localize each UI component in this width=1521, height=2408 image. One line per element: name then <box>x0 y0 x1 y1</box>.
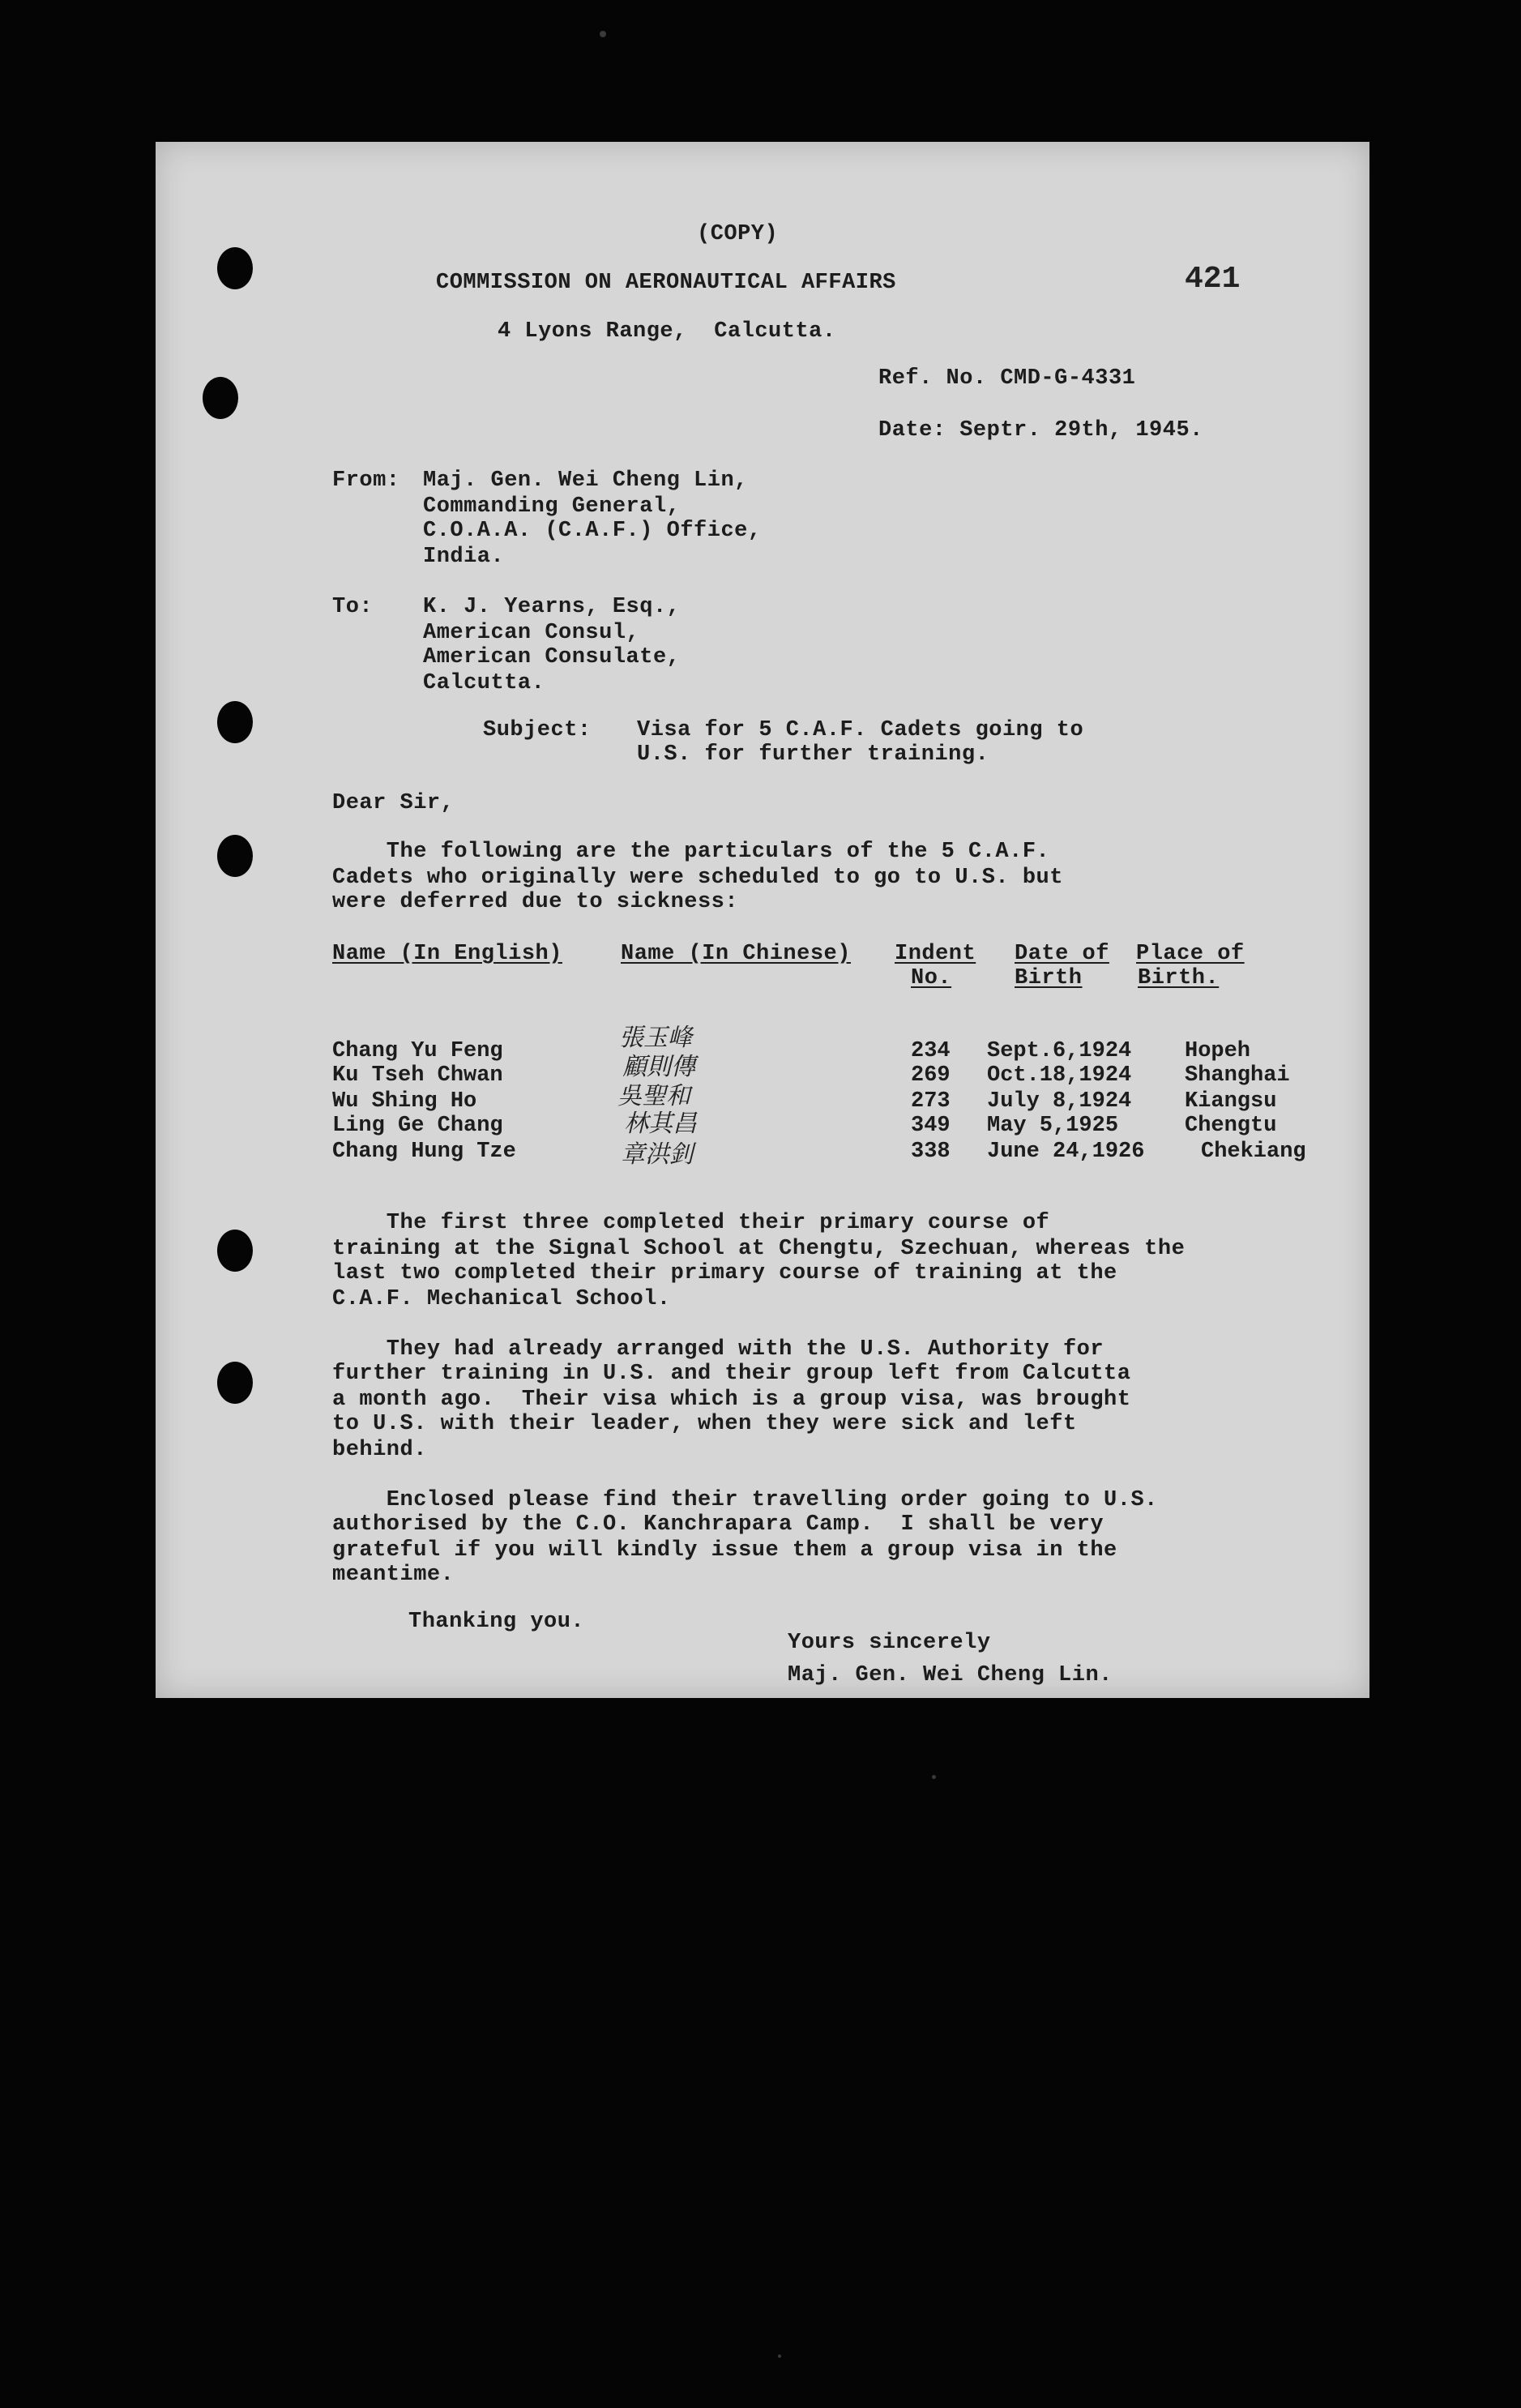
paragraph-line: training at the Signal School at Chengtu, Szechuan, whereas the <box>332 1237 1186 1261</box>
cadet-date-of-birth: May 5,1925 <box>987 1114 1119 1138</box>
background-speck <box>932 1775 936 1779</box>
from-line: Commanding General, <box>423 494 681 519</box>
table-header-birth: Birth <box>1015 966 1083 990</box>
punch-hole <box>217 1362 253 1404</box>
table-header-name-chinese: Name (In Chinese) <box>621 942 851 966</box>
cadet-date-of-birth: Oct.18,1924 <box>987 1063 1132 1088</box>
cadet-place-of-birth: Shanghai <box>1185 1063 1290 1088</box>
table-header-indent-no: No. <box>911 966 952 990</box>
from-line: India. <box>423 545 505 569</box>
cadet-name-chinese: 吳聖和 <box>617 1082 690 1110</box>
paragraph-line: grateful if you will kindly issue them a group visa in the <box>332 1538 1117 1563</box>
table-header-indent: Indent <box>895 942 976 966</box>
paragraph-line: were deferred due to sickness: <box>332 890 739 914</box>
table-header-birth-place: Birth. <box>1138 966 1220 990</box>
salutation: Dear Sir, <box>332 791 455 815</box>
punch-hole <box>217 1230 253 1272</box>
paragraph-line: last two completed their primary course of training at the <box>332 1261 1117 1285</box>
organization-name: COMMISSION ON AERONAUTICAL AFFAIRS <box>436 271 896 295</box>
table-header-name-english: Name (In English) <box>332 942 562 966</box>
cadet-place-of-birth: Chekiang <box>1201 1140 1306 1164</box>
to-line: American Consul, <box>423 621 640 645</box>
punch-hole <box>217 701 253 743</box>
cadet-date-of-birth: June 24,1926 <box>987 1140 1145 1164</box>
closing-valediction: Yours sincerely <box>788 1631 991 1655</box>
subject-line: Visa for 5 C.A.F. Cadets going to <box>637 718 1084 742</box>
cadet-indent-number: 349 <box>911 1114 951 1138</box>
cadet-date-of-birth: Sept.6,1924 <box>987 1039 1132 1063</box>
background-speck <box>778 2355 781 2358</box>
cadet-indent-number: 273 <box>911 1089 951 1114</box>
punch-hole <box>203 377 238 419</box>
paragraph-line: Cadets who originally were scheduled to go to U.S. but <box>332 866 1063 890</box>
paragraph-line: They had already arranged with the U.S. Authority for <box>332 1337 1104 1362</box>
paragraph-line: meantime. <box>332 1563 455 1587</box>
document-page <box>156 142 1369 1698</box>
paragraph-line: authorised by the C.O. Kanchrapara Camp. I shall be very <box>332 1512 1104 1537</box>
table-header-place-of-birth: Place of <box>1136 942 1245 966</box>
cadet-name-chinese: 林其昌 <box>624 1110 697 1138</box>
closing-thanks: Thanking you. <box>408 1610 585 1634</box>
cadet-name-english: Chang Yu Feng <box>332 1039 503 1063</box>
paragraph-line: further training in U.S. and their group left from Calcutta <box>332 1362 1131 1386</box>
cadet-name-english: Ling Ge Chang <box>332 1114 503 1138</box>
subject-label: Subject: <box>483 718 592 742</box>
from-label: From: <box>332 468 400 493</box>
cadet-name-chinese: 章洪釗 <box>621 1140 694 1169</box>
signature-name: Maj. Gen. Wei Cheng Lin. <box>788 1663 1113 1687</box>
paragraph-line: Enclosed please find their travelling order going to U.S. <box>332 1488 1158 1512</box>
paragraph-line: behind. <box>332 1438 427 1462</box>
cadet-name-english: Wu Shing Ho <box>332 1089 477 1114</box>
cadet-indent-number: 338 <box>911 1140 951 1164</box>
letter-date: Date: Septr. 29th, 1945. <box>878 418 1203 443</box>
cadet-place-of-birth: Hopeh <box>1185 1039 1251 1063</box>
page-number: 421 <box>1185 262 1241 297</box>
to-label: To: <box>332 595 374 619</box>
cadet-name-english: Chang Hung Tze <box>332 1140 516 1164</box>
copy-mark: (COPY) <box>697 222 779 246</box>
cadet-name-chinese: 張玉峰 <box>619 1024 692 1052</box>
background-speck <box>600 31 606 37</box>
cadet-name-english: Ku Tseh Chwan <box>332 1063 503 1088</box>
address: 4 Lyons Range, Calcutta. <box>498 319 836 344</box>
reference-number: Ref. No. CMD-G-4331 <box>878 366 1136 391</box>
cadet-name-chinese: 顧則傳 <box>622 1053 695 1081</box>
cadet-indent-number: 234 <box>911 1039 951 1063</box>
paragraph-line: to U.S. with their leader, when they were sick and left <box>332 1412 1077 1436</box>
paragraph-line: The first three completed their primary course of <box>332 1211 1050 1235</box>
paragraph-line: C.A.F. Mechanical School. <box>332 1287 671 1311</box>
to-line: Calcutta. <box>423 671 545 695</box>
paragraph-line: a month ago. Their visa which is a group visa, was brought <box>332 1388 1131 1412</box>
from-line: C.O.A.A. (C.A.F.) Office, <box>423 519 762 543</box>
cadet-date-of-birth: July 8,1924 <box>987 1089 1132 1114</box>
table-header-date-of-birth: Date of <box>1015 942 1109 966</box>
cadet-place-of-birth: Kiangsu <box>1185 1089 1277 1114</box>
to-line: K. J. Yearns, Esq., <box>423 595 681 619</box>
subject-line: U.S. for further training. <box>637 742 989 767</box>
paragraph-line: The following are the particulars of the 5 C.A.F. <box>332 840 1050 864</box>
cadet-indent-number: 269 <box>911 1063 951 1088</box>
to-line: American Consulate, <box>423 645 681 669</box>
cadet-place-of-birth: Chengtu <box>1185 1114 1277 1138</box>
punch-hole <box>217 247 253 289</box>
from-line: Maj. Gen. Wei Cheng Lin, <box>423 468 748 493</box>
punch-hole <box>217 835 253 877</box>
